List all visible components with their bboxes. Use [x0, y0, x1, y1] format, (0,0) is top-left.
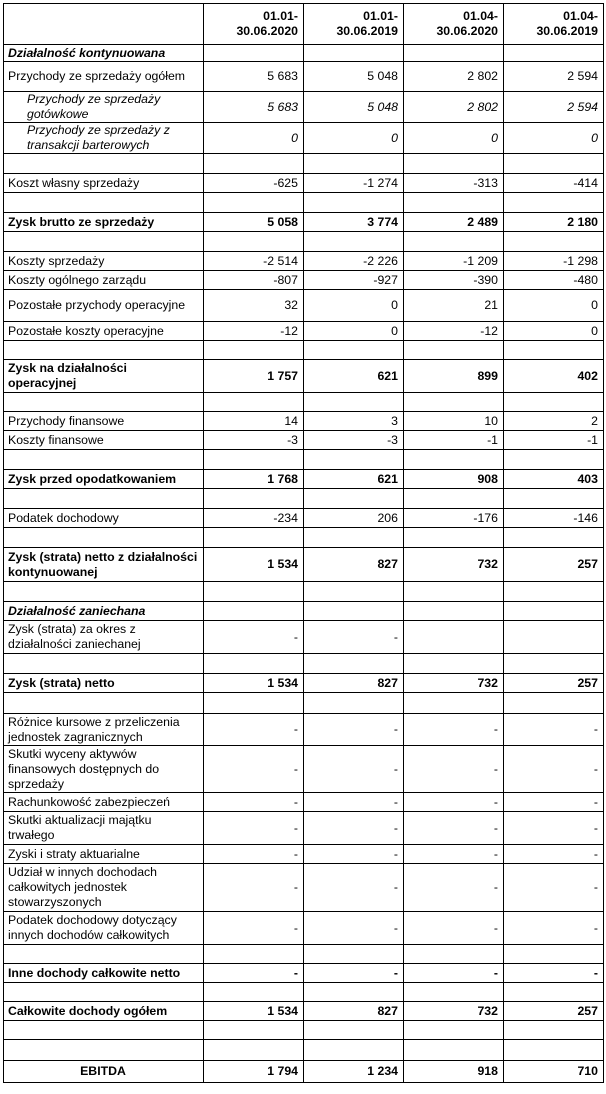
spacer-row: [4, 489, 604, 509]
cell-value: [304, 489, 404, 509]
column-header: 01.04- 30.06.2019: [504, 4, 604, 45]
cell-value: 908: [404, 470, 504, 489]
row-label: Zysk (strata) netto: [4, 674, 204, 693]
row-label: Przychody ze sprzedaży gotówkowe: [4, 92, 204, 123]
cell-value: [404, 528, 504, 548]
row-label: Koszty sprzedaży: [4, 252, 204, 271]
cell-value: 2 594: [504, 62, 604, 92]
spacer-row: [4, 983, 604, 1002]
cell-value: -: [204, 812, 304, 845]
table-row: [4, 793, 604, 812]
row-label: [4, 1040, 204, 1061]
cell-value: 621: [304, 360, 404, 393]
spacer-row: [4, 450, 604, 470]
row-label: EBITDA: [4, 1061, 204, 1083]
cell-value: 732: [404, 548, 504, 582]
cell-value: [304, 1021, 404, 1040]
row-label: Przychody ze sprzedaży z transakcji barterowych: [4, 123, 204, 154]
cell-value: [504, 983, 604, 1002]
cell-value: 10: [404, 412, 504, 431]
spacer-row: [4, 393, 604, 412]
row-label: Koszty ogólnego zarządu: [4, 271, 204, 290]
cell-value: -1: [404, 431, 504, 450]
cell-value: [404, 45, 504, 62]
row-label: [4, 450, 204, 470]
spacer-row: [4, 154, 604, 174]
cell-value: -3: [304, 431, 404, 450]
cell-value: -: [404, 864, 504, 912]
cell-value: -313: [404, 174, 504, 193]
row-label: Zysk przed opodatkowaniem: [4, 470, 204, 489]
cell-value: [304, 528, 404, 548]
cell-value: -: [304, 621, 404, 654]
row-label: Skutki wyceny aktywów finansowych dostępnych do sprzedaży: [4, 746, 204, 793]
table-row: [4, 548, 604, 582]
column-header: 01.01- 30.06.2019: [304, 4, 404, 45]
row-label: Koszt własny sprzedaży: [4, 174, 204, 193]
row-label: Działalność kontynuowana: [4, 45, 204, 62]
cell-value: [204, 1040, 304, 1061]
cell-value: [304, 450, 404, 470]
cell-value: -1: [504, 431, 604, 450]
table-body: [4, 4, 604, 1083]
cell-value: -: [204, 714, 304, 746]
cell-value: [204, 450, 304, 470]
cell-value: [504, 154, 604, 174]
cell-value: [204, 154, 304, 174]
cell-value: -: [504, 793, 604, 812]
cell-value: -: [504, 845, 604, 864]
cell-value: -390: [404, 271, 504, 290]
column-header: 01.04- 30.06.2020: [404, 4, 504, 45]
table-row: [4, 912, 604, 945]
cell-value: -: [404, 964, 504, 983]
cell-value: 206: [304, 509, 404, 528]
table-row: [4, 746, 604, 793]
cell-value: [204, 193, 304, 213]
row-label: Pozostałe koszty operacyjne: [4, 322, 204, 341]
spacer-row: [4, 1040, 604, 1061]
row-label: [4, 654, 204, 674]
row-label: Zysk na działalności operacyjnej: [4, 360, 204, 393]
cell-value: [404, 232, 504, 252]
cell-value: [204, 232, 304, 252]
cell-value: [404, 621, 504, 654]
row-label: Różnice kursowe z przeliczenia jednostek zagranicznych: [4, 714, 204, 746]
cell-value: 0: [404, 123, 504, 154]
cell-value: -3: [204, 431, 304, 450]
cell-value: 2 489: [404, 213, 504, 232]
cell-value: [204, 45, 304, 62]
cell-value: 899: [404, 360, 504, 393]
cell-value: -2 514: [204, 252, 304, 271]
cell-value: [204, 341, 304, 360]
header-corner: [4, 4, 204, 45]
table-row: [4, 812, 604, 845]
cell-value: -234: [204, 509, 304, 528]
cell-value: -: [404, 812, 504, 845]
spacer-row: [4, 582, 604, 602]
cell-value: [204, 489, 304, 509]
row-label: [4, 582, 204, 602]
table-row: [4, 602, 604, 621]
table-row: [4, 213, 604, 232]
row-label: Inne dochody całkowite netto: [4, 964, 204, 983]
table-row: [4, 1061, 604, 1083]
cell-value: [504, 1040, 604, 1061]
cell-value: 0: [504, 290, 604, 322]
cell-value: -: [504, 912, 604, 945]
cell-value: [304, 945, 404, 964]
cell-value: 827: [304, 674, 404, 693]
cell-value: [304, 602, 404, 621]
cell-value: -: [504, 964, 604, 983]
cell-value: -: [304, 812, 404, 845]
cell-value: [404, 693, 504, 714]
cell-value: 0: [304, 322, 404, 341]
cell-value: 2 180: [504, 213, 604, 232]
cell-value: 918: [404, 1061, 504, 1083]
cell-value: -: [304, 864, 404, 912]
row-label: Podatek dochodowy dotyczący innych dochodów całkowitych: [4, 912, 204, 945]
row-label: Zysk (strata) za okres z działalności zaniechanej: [4, 621, 204, 654]
row-label: Działalność zaniechana: [4, 602, 204, 621]
cell-value: [504, 450, 604, 470]
cell-value: -: [204, 845, 304, 864]
cell-value: 1 534: [204, 1002, 304, 1021]
row-label: Skutki aktualizacji majątku trwałego: [4, 812, 204, 845]
cell-value: [304, 983, 404, 1002]
row-label: [4, 154, 204, 174]
cell-value: 5 048: [304, 92, 404, 123]
cell-value: [304, 45, 404, 62]
row-label: [4, 528, 204, 548]
cell-value: [404, 489, 504, 509]
cell-value: [204, 528, 304, 548]
cell-value: 1 234: [304, 1061, 404, 1083]
table-row: [4, 62, 604, 92]
spacer-row: [4, 341, 604, 360]
cell-value: [404, 341, 504, 360]
table-row: [4, 290, 604, 322]
cell-value: [404, 945, 504, 964]
row-label: [4, 193, 204, 213]
cell-value: 5 683: [204, 92, 304, 123]
table-row: [4, 360, 604, 393]
row-label: [4, 341, 204, 360]
cell-value: [304, 341, 404, 360]
cell-value: [404, 154, 504, 174]
table-row: [4, 674, 604, 693]
cell-value: 1 757: [204, 360, 304, 393]
cell-value: [504, 582, 604, 602]
cell-value: -2 226: [304, 252, 404, 271]
cell-value: [504, 693, 604, 714]
cell-value: [504, 193, 604, 213]
table-row: [4, 864, 604, 912]
row-label: Przychody ze sprzedaży ogółem: [4, 62, 204, 92]
cell-value: [504, 489, 604, 509]
row-label: Podatek dochodowy: [4, 509, 204, 528]
cell-value: [304, 154, 404, 174]
cell-value: -: [304, 746, 404, 793]
table-row: [4, 322, 604, 341]
cell-value: 2: [504, 412, 604, 431]
cell-value: [504, 528, 604, 548]
row-label: [4, 1021, 204, 1040]
cell-value: [304, 654, 404, 674]
cell-value: -12: [204, 322, 304, 341]
column-header: 01.01- 30.06.2020: [204, 4, 304, 45]
cell-value: [504, 654, 604, 674]
cell-value: -: [404, 793, 504, 812]
cell-value: [304, 193, 404, 213]
row-label: Przychody finansowe: [4, 412, 204, 431]
table-row: [4, 621, 604, 654]
cell-value: -: [504, 746, 604, 793]
cell-value: 32: [204, 290, 304, 322]
table-row: [4, 470, 604, 489]
spacer-row: [4, 945, 604, 964]
cell-value: -: [304, 793, 404, 812]
table-row: [4, 174, 604, 193]
spacer-row: [4, 654, 604, 674]
cell-value: -: [404, 746, 504, 793]
cell-value: 1 534: [204, 548, 304, 582]
cell-value: 257: [504, 548, 604, 582]
cell-value: [204, 654, 304, 674]
row-label: [4, 983, 204, 1002]
cell-value: 21: [404, 290, 504, 322]
cell-value: [504, 602, 604, 621]
row-label: [4, 693, 204, 714]
cell-value: 403: [504, 470, 604, 489]
row-label: Zyski i straty aktuarialne: [4, 845, 204, 864]
row-label: Koszty finansowe: [4, 431, 204, 450]
table-row: [4, 412, 604, 431]
cell-value: 732: [404, 674, 504, 693]
cell-value: 5 058: [204, 213, 304, 232]
cell-value: -1 298: [504, 252, 604, 271]
cell-value: -: [304, 912, 404, 945]
cell-value: -: [504, 714, 604, 746]
cell-value: -: [204, 912, 304, 945]
cell-value: 2 802: [404, 62, 504, 92]
spacer-row: [4, 693, 604, 714]
cell-value: [404, 1021, 504, 1040]
cell-value: [204, 983, 304, 1002]
cell-value: [304, 393, 404, 412]
table-row: [4, 431, 604, 450]
cell-value: -: [204, 864, 304, 912]
cell-value: -: [404, 845, 504, 864]
cell-value: [404, 582, 504, 602]
spacer-row: [4, 528, 604, 548]
table-row: [4, 1002, 604, 1021]
cell-value: -414: [504, 174, 604, 193]
row-label: Udział w innych dochodach całkowitych jednostek stowarzyszonych: [4, 864, 204, 912]
cell-value: -: [204, 793, 304, 812]
cell-value: -1 274: [304, 174, 404, 193]
cell-value: [404, 602, 504, 621]
row-label: Pozostałe przychody operacyjne: [4, 290, 204, 322]
cell-value: 257: [504, 1002, 604, 1021]
row-label: [4, 232, 204, 252]
cell-value: [504, 621, 604, 654]
cell-value: 0: [304, 123, 404, 154]
table-row: [4, 509, 604, 528]
cell-value: -12: [404, 322, 504, 341]
cell-value: 1 794: [204, 1061, 304, 1083]
cell-value: 710: [504, 1061, 604, 1083]
table-row: [4, 123, 604, 154]
spacer-row: [4, 232, 604, 252]
row-label: [4, 489, 204, 509]
cell-value: [404, 1040, 504, 1061]
table-row: [4, 271, 604, 290]
cell-value: -176: [404, 509, 504, 528]
cell-value: [304, 1040, 404, 1061]
cell-value: 257: [504, 674, 604, 693]
cell-value: 2 594: [504, 92, 604, 123]
cell-value: -: [204, 964, 304, 983]
cell-value: [204, 693, 304, 714]
spacer-row: [4, 193, 604, 213]
spacer-row: [4, 1021, 604, 1040]
cell-value: [404, 193, 504, 213]
row-label: [4, 393, 204, 412]
cell-value: 1 768: [204, 470, 304, 489]
cell-value: 0: [304, 290, 404, 322]
cell-value: [504, 1021, 604, 1040]
cell-value: -146: [504, 509, 604, 528]
cell-value: -625: [204, 174, 304, 193]
table-row: [4, 45, 604, 62]
row-label: Zysk (strata) netto z działalności kontynuowanej: [4, 548, 204, 582]
table-row: [4, 964, 604, 983]
cell-value: 5 683: [204, 62, 304, 92]
cell-value: 14: [204, 412, 304, 431]
cell-value: 3 774: [304, 213, 404, 232]
cell-value: [204, 393, 304, 412]
cell-value: -480: [504, 271, 604, 290]
cell-value: -807: [204, 271, 304, 290]
cell-value: [304, 693, 404, 714]
cell-value: [204, 1021, 304, 1040]
cell-value: 3: [304, 412, 404, 431]
cell-value: -: [504, 812, 604, 845]
cell-value: [504, 945, 604, 964]
table-row: [4, 92, 604, 123]
cell-value: [204, 945, 304, 964]
cell-value: [204, 602, 304, 621]
cell-value: [504, 393, 604, 412]
row-label: Rachunkowość zabezpieczeń: [4, 793, 204, 812]
cell-value: -: [204, 746, 304, 793]
cell-value: [204, 582, 304, 602]
header-row: [4, 4, 604, 45]
cell-value: -: [304, 714, 404, 746]
cell-value: 2 802: [404, 92, 504, 123]
cell-value: -: [504, 864, 604, 912]
table-row: [4, 252, 604, 271]
cell-value: -1 209: [404, 252, 504, 271]
row-label: Zysk brutto ze sprzedaży: [4, 213, 204, 232]
table-row: [4, 714, 604, 746]
cell-value: -: [304, 964, 404, 983]
table-row: [4, 845, 604, 864]
cell-value: [404, 450, 504, 470]
cell-value: -927: [304, 271, 404, 290]
cell-value: -: [404, 912, 504, 945]
cell-value: -: [404, 714, 504, 746]
cell-value: 5 048: [304, 62, 404, 92]
cell-value: [504, 45, 604, 62]
cell-value: 0: [504, 322, 604, 341]
cell-value: 1 534: [204, 674, 304, 693]
cell-value: [504, 232, 604, 252]
cell-value: [304, 232, 404, 252]
cell-value: 827: [304, 1002, 404, 1021]
income-statement-table: [3, 3, 604, 1083]
cell-value: 0: [504, 123, 604, 154]
cell-value: [504, 341, 604, 360]
cell-value: 0: [204, 123, 304, 154]
cell-value: 621: [304, 470, 404, 489]
cell-value: [404, 393, 504, 412]
cell-value: 402: [504, 360, 604, 393]
cell-value: -: [304, 845, 404, 864]
row-label: Całkowite dochody ogółem: [4, 1002, 204, 1021]
cell-value: [404, 654, 504, 674]
cell-value: [404, 983, 504, 1002]
cell-value: [304, 582, 404, 602]
cell-value: -: [204, 621, 304, 654]
cell-value: 827: [304, 548, 404, 582]
cell-value: 732: [404, 1002, 504, 1021]
row-label: [4, 945, 204, 964]
